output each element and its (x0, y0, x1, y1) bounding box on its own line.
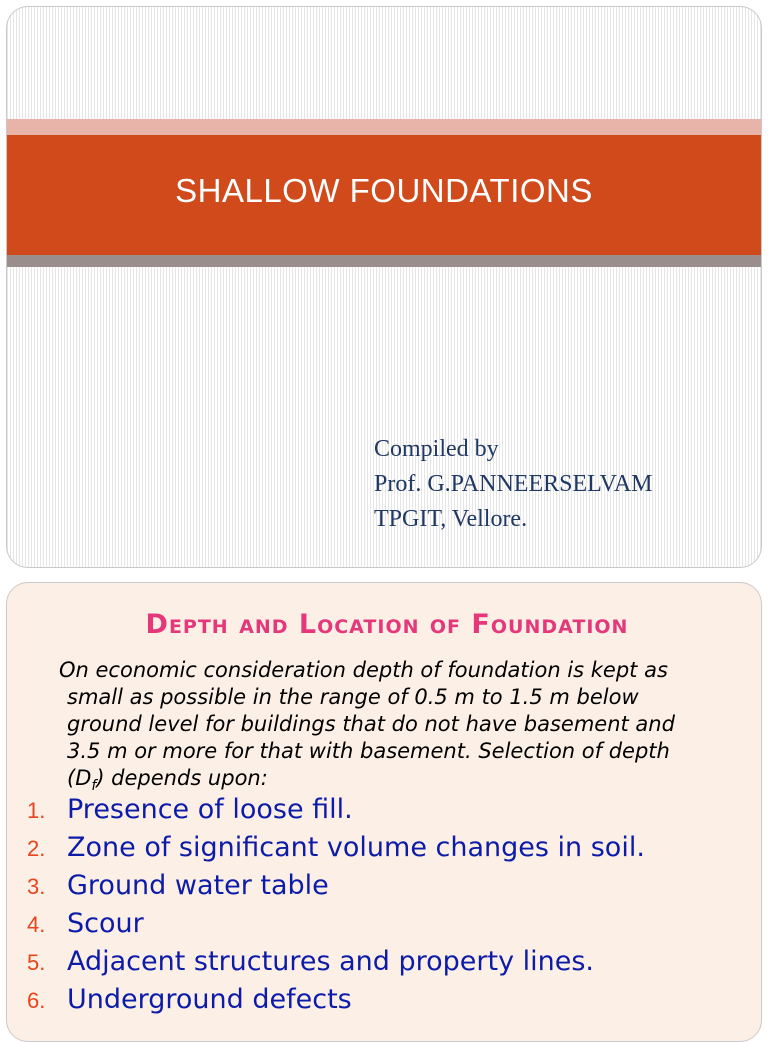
list-item (27, 791, 645, 829)
list-item (27, 981, 645, 1019)
paragraph-line: ground level for buildings that do not have basement and (67, 712, 675, 736)
slide-heading: Depth and Location of Foundation (145, 609, 629, 640)
list-number: 4. (27, 912, 46, 937)
content-slide (6, 582, 762, 1042)
slide-title: SHALLOW FOUNDATIONS (175, 172, 593, 209)
list-number: 1. (27, 798, 46, 823)
credits-line: TPGIT, Vellore. (374, 506, 528, 532)
list-item (27, 829, 645, 867)
list-number: 2. (27, 836, 46, 861)
list-item (27, 943, 645, 981)
paragraph-text: ) depends upon: (96, 766, 268, 790)
list-text: Ground water table (67, 870, 329, 901)
subscript-f: f (91, 778, 97, 795)
paragraph-line: small as possible in the range of 0.5 m to 1.5 m below (67, 685, 639, 709)
list-text: Underground defects (67, 984, 352, 1015)
list-number: 5. (27, 950, 46, 975)
accent-band-top (7, 119, 761, 135)
accent-band-bottom (7, 255, 761, 267)
credits-line: Compiled by (374, 436, 499, 462)
list-text: Zone of significant volume changes in soil. (67, 832, 645, 863)
list-text: Scour (67, 908, 144, 939)
title-band (7, 135, 761, 255)
factors-list (27, 791, 645, 1019)
credits-block (374, 432, 653, 537)
credits-line: Prof. G.PANNEERSELVAM (374, 471, 653, 497)
list-number: 3. (27, 874, 46, 899)
title-slide (6, 6, 762, 568)
list-text: Presence of loose fill. (67, 794, 353, 825)
list-item (27, 905, 645, 943)
paragraph-line: 3.5 m or more for that with basement. Selection of depth (67, 739, 670, 763)
paragraph-text: (D (67, 766, 92, 790)
paragraph-line: On economic consideration depth of foundation is kept as (59, 658, 668, 682)
list-number: 6. (27, 988, 46, 1013)
intro-paragraph (59, 657, 759, 800)
list-item (27, 867, 645, 905)
list-text: Adjacent structures and property lines. (67, 946, 595, 977)
